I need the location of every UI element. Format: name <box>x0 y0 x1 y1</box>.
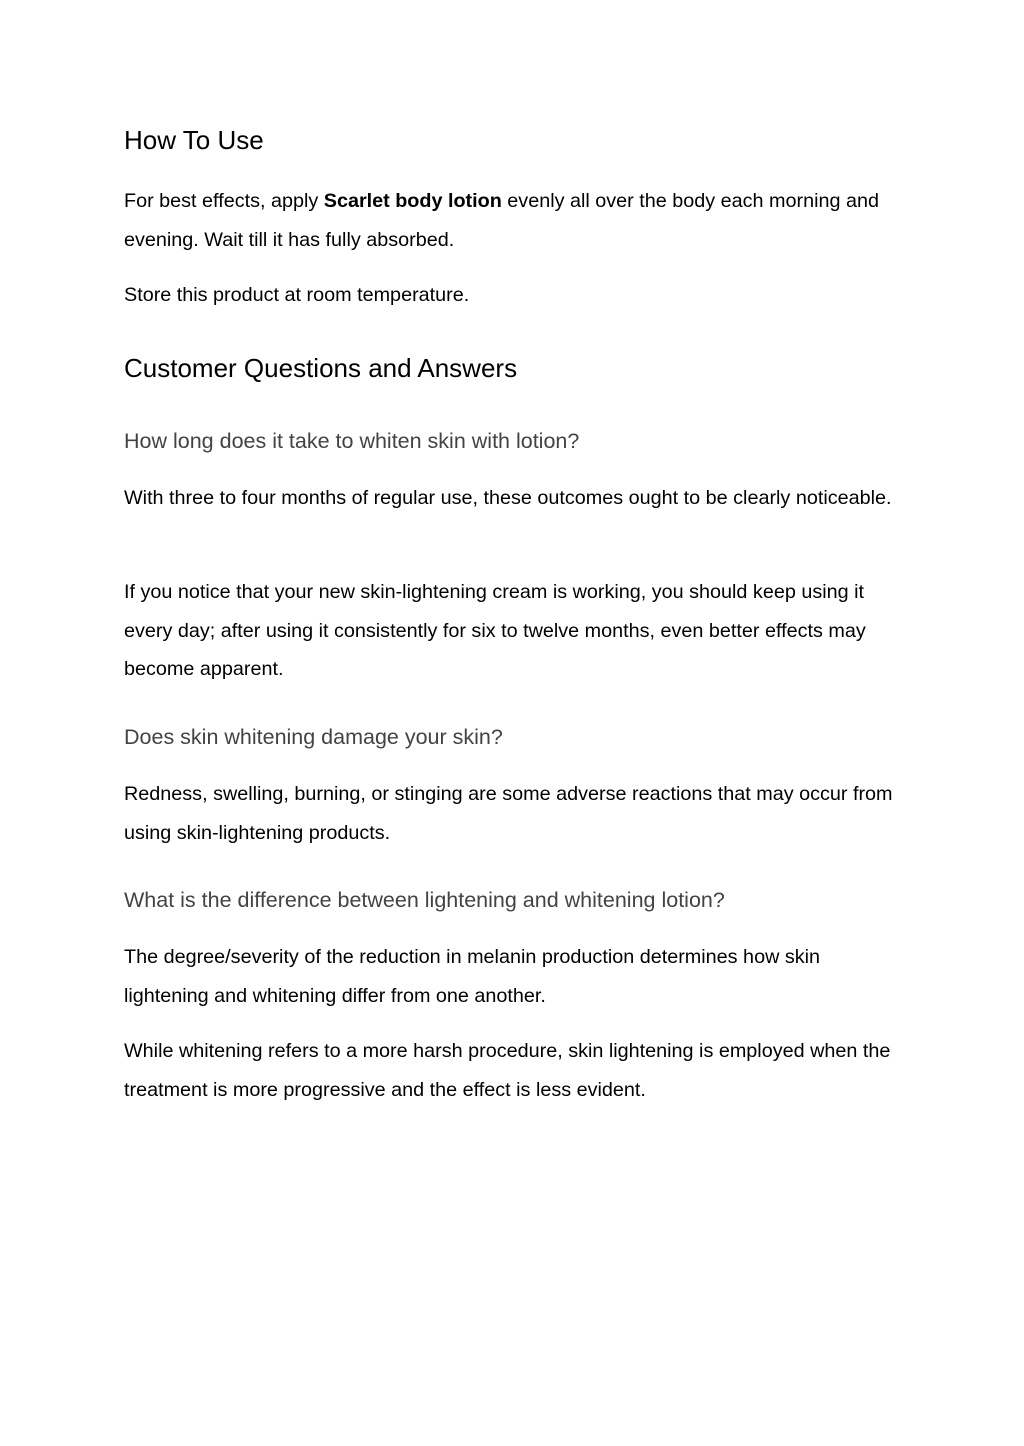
how-to-use-paragraph <box>124 182 904 259</box>
faq-answer-3a: The degree/severity of the reduction in melanin production determines how skin lightening and whitening differ from one another. <box>124 946 821 1007</box>
faq-question-2: Does skin whitening damage your skin? <box>124 725 503 749</box>
how-to-use-text-start: For best effects, apply <box>124 190 324 212</box>
storage-paragraph: Store this product at room temperature. <box>124 284 470 306</box>
faq-answer-1b: If you notice that your new skin-lightening cream is working, you should keep using it every day; after using it consistently for six to twelve months, even better effects may become apparent. <box>124 581 866 680</box>
faq-question-1: How long does it take to whiten skin with lotion? <box>124 429 580 453</box>
faq-heading: Customer Questions and Answers <box>124 353 518 383</box>
how-to-use-text-end: evenly all over the body each morning and evening. Wait till it has fully absorbed. <box>124 190 879 251</box>
faq-answer-2: Redness, swelling, burning, or stinging are some adverse reactions that may occur from using skin-lightening products. <box>124 783 893 844</box>
faq-answer-1a: With three to four months of regular use, these outcomes ought to be clearly noticeable. <box>124 487 892 509</box>
faq-question-3: What is the difference between lightening and whitening lotion? <box>124 888 725 912</box>
faq-answer-3b: While whitening refers to a more harsh procedure, skin lightening is employed when the treatment is more progressive and the effect is less evident. <box>124 1040 891 1101</box>
how-to-use-heading: How To Use <box>124 125 264 155</box>
product-name: Scarlet body lotion <box>323 190 502 212</box>
